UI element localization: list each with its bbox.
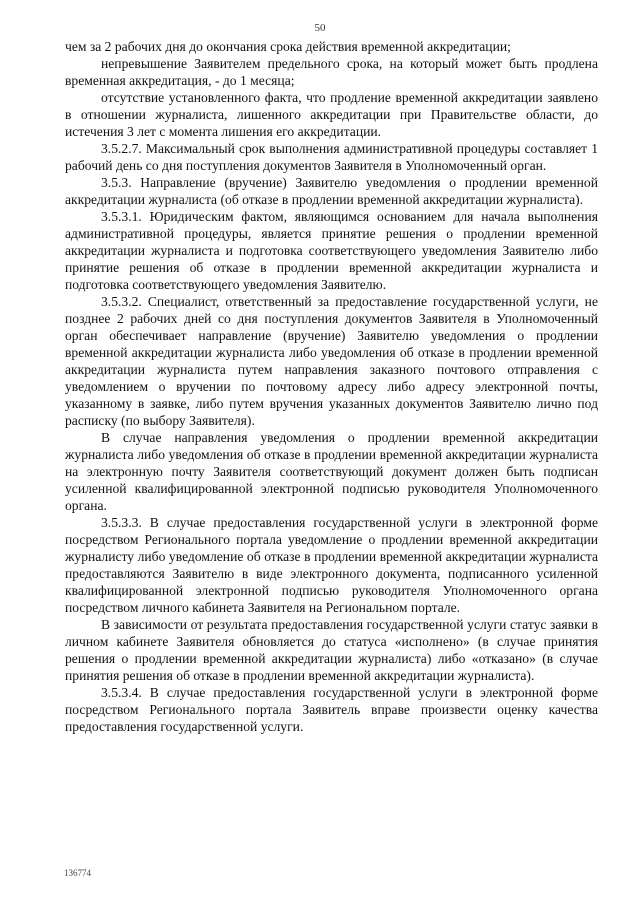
paragraph: отсутствие установленного факта, что продление временной аккредитации заявлено в отношении журналиста, лишенного аккредитации при Правительстве области, до истечения 3 лет с момента лишения его аккредитации. [65,90,598,139]
paragraph-continuation: чем за 2 рабочих дня до окончания срока действия временной аккредитации; [65,39,511,54]
paragraph-3-5-3: 3.5.3. Направление (вручение) Заявителю уведомления о продлении временной аккредитации журналиста (об отказе в продлении временной аккредитации журналиста). [65,175,598,207]
paragraph: В зависимости от результата предоставления государственной услуги статус заявки в личном кабинете Заявителя обновляется до статуса «исполнено» (в случае принятия решения о продлении временной аккредитации журналиста) либо «отказано» (в случае принятия решения об отказе в продлении временной аккредитации журналиста). [65,617,598,683]
paragraph-3-5-3-3: 3.5.3.3. В случае предоставления государственной услуги в электронной форме посредством Регионального портала уведомление о продлении временной аккредитации журналисту либо уведомление об отказе в продлении временной аккредитации журналиста предоставляются Заявителю в виде электронного документа, подписанного усиленной квалифицированной электронной подписью руководителя Уполномоченного органа посредством личного кабинета Заявителя на Региональном портале. [65,515,598,615]
page-number: 50 [314,22,326,34]
document-code: 136774 [64,868,91,878]
document-body [65,38,598,735]
paragraph: В случае направления уведомления о продлении временной аккредитации журналиста либо уведомления об отказе в продлении временной аккредитации журналиста на электронную почту Заявителя соответствующий документ должен быть подписан усиленной квалифицированной электронной подписью руководителя Уполномоченного органа. [65,430,598,513]
paragraph-3-5-3-2: 3.5.3.2. Специалист, ответственный за предоставление государственной услуги, не позднее 2 рабочих дней со дня поступления документов Заявителя в Уполномоченный орган обеспечивает направление (вручение) Заявителю уведомления о продлении временной аккредитации журналиста либо уведомления об отказе в продлении временной аккредитации журналиста путем направления заказного почтового отправления с уведомлением о вручении по почтовому адресу либо адресу электронной почты, указанному в заявке, либо путем вручения указанных документов Заявителю лично под расписку (по выбору Заявителя). [65,294,598,428]
paragraph-3-5-3-1: 3.5.3.1. Юридическим фактом, являющимся основанием для начала выполнения административной процедуры, является принятие решения о продлении временной аккредитации журналиста и подготовка соответствующего уведомления Заявителю либо принятие решения об отказе в продлении временной аккредитации журналиста и подготовка соответствующего уведомления Заявителю. [65,209,598,292]
paragraph: непревышение Заявителем предельного срока, на который может быть продлена временная аккредитация, - до 1 месяца; [65,56,598,88]
paragraph-3-5-2-7: 3.5.2.7. Максимальный срок выполнения административной процедуры составляет 1 рабочий день со дня поступления документов Заявителя в Уполномоченный орган. [65,141,598,173]
paragraph-3-5-3-4: 3.5.3.4. В случае предоставления государственной услуги в электронной форме посредством Регионального портала Заявитель вправе произвести оценку качества предоставления государственной услуги. [65,685,598,734]
